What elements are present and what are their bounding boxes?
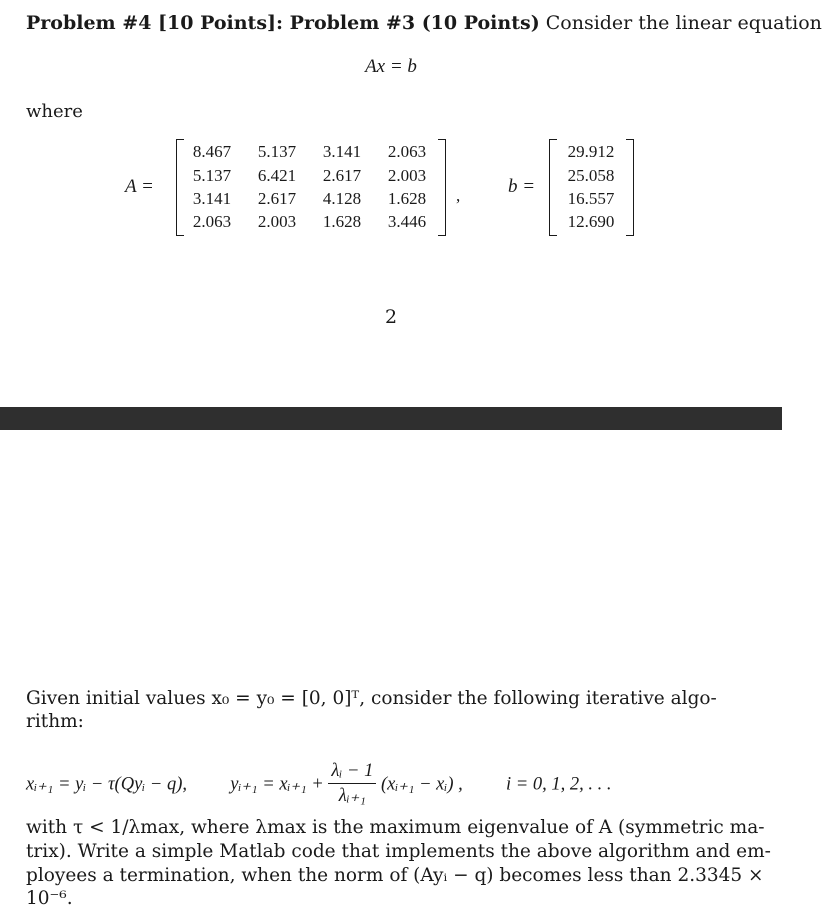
vector-b-right-bracket	[626, 139, 634, 236]
problem-intro-text: Consider the linear equation	[539, 12, 822, 34]
matrix-a-cell: 2.003	[387, 166, 427, 185]
matrix-a-cell: 3.141	[192, 189, 232, 208]
iteration-index: i = 0, 1, 2, . . .	[505, 774, 612, 795]
vector-b-cell: 25.058	[567, 166, 615, 185]
given-line-1: Given initial values x₀ = y₀ = [0, 0]ᵀ, consider the following iterative algo-	[26, 688, 717, 709]
matrix-a-cell: 2.063	[387, 142, 427, 161]
matrix-a-cell: 2.003	[257, 212, 297, 231]
page-number: 2	[384, 306, 398, 328]
matrix-a-cell: 3.141	[322, 142, 362, 161]
matrix-a-cell: 3.446	[387, 212, 427, 231]
y-update-lhs: yᵢ₊₁ = xᵢ₊₁ +	[230, 774, 324, 795]
given-line-2: rithm:	[26, 711, 84, 732]
closing-line-2: trix). Write a simple Matlab code that implements the above algorithm and em-	[26, 841, 771, 862]
matrix-a-cell: 6.421	[257, 166, 297, 185]
momentum-fraction	[328, 761, 376, 807]
y-update-rhs: (xᵢ₊₁ − xᵢ) ,	[380, 774, 463, 795]
vector-b-cell: 29.912	[567, 142, 615, 161]
closing-line-4: 10⁻⁶.	[26, 888, 73, 909]
algorithm-equations	[26, 762, 611, 808]
matrix-a-cell: 2.617	[322, 166, 362, 185]
vector-b-cell: 12.690	[567, 212, 615, 231]
vector-b-label: b =	[508, 176, 536, 197]
matrix-a-cell: 1.628	[322, 212, 362, 231]
vector-b-cell: 16.557	[567, 189, 615, 208]
x-update: xᵢ₊₁ = yᵢ − τ(Qyᵢ − q),	[26, 774, 187, 795]
matrix-separator: ,	[456, 186, 461, 205]
matrix-a-label: A =	[125, 176, 154, 197]
closing-line-1: with τ < 1/λmax, where λmax is the maximum eigenvalue of A (symmetric ma-	[26, 817, 765, 838]
closing-line-3: ployees a termination, when the norm of (Ayᵢ − q) becomes less than 2.3345 ×	[26, 865, 764, 886]
matrix-a-cell: 2.063	[192, 212, 232, 231]
fraction-denominator: λᵢ₊₁	[338, 786, 366, 806]
matrix-a-right-bracket	[438, 139, 446, 236]
problem-heading	[26, 12, 822, 34]
page-divider	[0, 407, 782, 430]
linear-equation: Ax = b	[365, 56, 417, 77]
where-label: where	[26, 101, 83, 122]
matrix-a-cell: 1.628	[387, 189, 427, 208]
problem-title: Problem #4 [10 Points]: Problem #3 (10 Points)	[26, 12, 540, 34]
fraction-numerator: λᵢ − 1	[328, 761, 376, 784]
matrix-a-cell: 8.467	[192, 142, 232, 161]
matrix-a-cell: 5.137	[257, 142, 297, 161]
matrix-a-cell: 4.128	[322, 189, 362, 208]
matrix-a-cell: 5.137	[192, 166, 232, 185]
matrix-a-cell: 2.617	[257, 189, 297, 208]
